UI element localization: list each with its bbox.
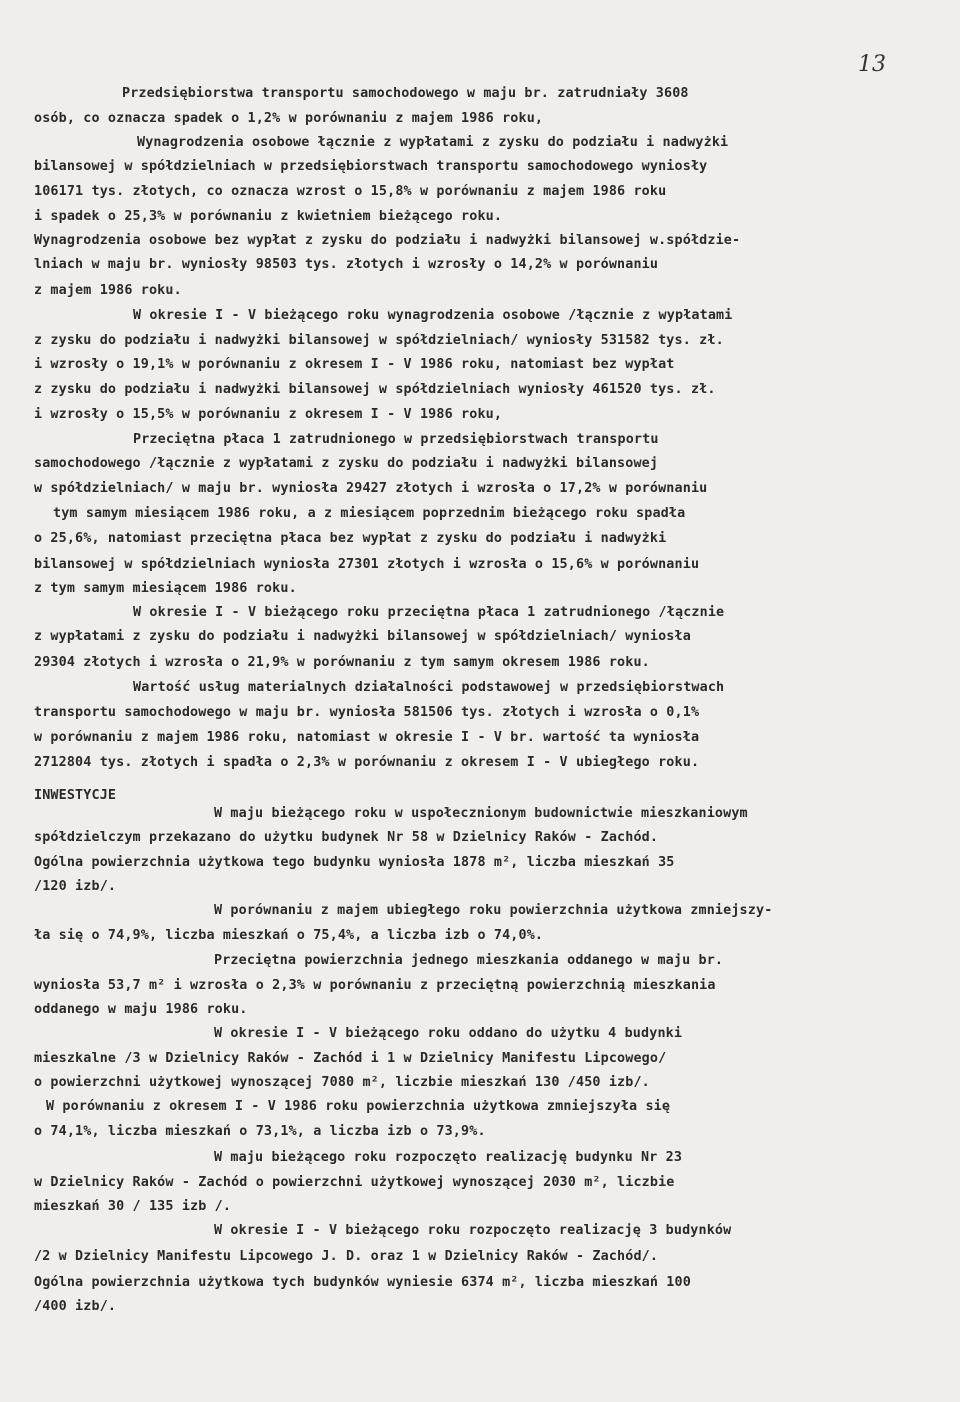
text-line: W porównaniu z majem ubiegłego roku powierzchnia użytkowa zmniejszy- [214, 903, 773, 918]
text-line: lniach w maju br. wyniosły 98503 tys. złotych i wzrosły o 14,2% w porównaniu [34, 257, 659, 272]
text-line: z majem 1986 roku. [34, 283, 182, 298]
text-line: W maju bieżącego roku w uspołecznionym budownictwie mieszkaniowym [214, 806, 748, 821]
text-line: /400 izb/. [34, 1299, 117, 1314]
text-line: W okresie I - V bieżącego roku oddano do użytku 4 budynki [214, 1026, 683, 1041]
text-line: Ogólna powierzchnia użytkowa tego budynku wyniosła 1878 m², liczba mieszkań 35 [34, 855, 675, 870]
text-line: Wynagrodzenia osobowe bez wypłat z zysku do podziału i nadwyżki bilansowej w.spółdzie- [34, 233, 741, 248]
text-line: o powierzchni użytkowej wynoszącej 7080 m², liczbie mieszkań 130 /450 izb/. [34, 1075, 650, 1090]
text-line: /120 izb/. [34, 879, 117, 894]
text-line: oddanego w maju 1986 roku. [34, 1002, 248, 1017]
text-line: 2712804 tys. złotych i spadła o 2,3% w porównaniu z okresem I - V ubiegłego roku. [34, 755, 700, 770]
text-line: W okresie I - V bieżącego roku przeciętna płaca 1 zatrudnionego /łącznie [133, 605, 725, 620]
text-line: z zysku do podziału i nadwyżki bilansowej w spółdzielniach wyniosły 461520 tys. zł. [34, 382, 716, 397]
text-line: bilansowej w spółdzielniach wyniosła 27301 złotych i wzrosła o 15,6% w porównaniu [34, 557, 700, 572]
text-line: transportu samochodowego w maju br. wyniosła 581506 tys. złotych i wzrosła o 0,1% [34, 705, 700, 720]
text-line: w porównaniu z majem 1986 roku, natomiast w okresie I - V br. wartość ta wyniosła [34, 730, 700, 745]
text-line: Wynagrodzenia osobowe łącznie z wypłatami z zysku do podziału i nadwyżki [137, 135, 729, 150]
text-line: 29304 złotych i wzrosła o 21,9% w porównaniu z tym samym okresem 1986 roku. [34, 655, 650, 670]
text-line: i wzrosły o 19,1% w porównaniu z okresem I - V 1986 roku, natomiast bez wypłat [34, 357, 675, 372]
text-line: z zysku do podziału i nadwyżki bilansowej w spółdzielniach/ wyniosły 531582 tys. zł. [34, 333, 724, 348]
text-line: w Dzielnicy Raków - Zachód o powierzchni użytkowej wynoszącej 2030 m², liczbie [34, 1175, 675, 1190]
text-line: mieszkalne /3 w Dzielnicy Raków - Zachód i 1 w Dzielnicy Manifestu Lipcowego/ [34, 1051, 667, 1066]
text-line: Przedsiębiorstwa transportu samochodowego w maju br. zatrudniały 3608 [122, 86, 689, 101]
text-line: Przeciętna powierzchnia jednego mieszkania oddanego w maju br. [214, 953, 724, 968]
text-line: osób, co oznacza spadek o 1,2% w porównaniu z majem 1986 roku, [34, 111, 544, 126]
text-line: i spadek o 25,3% w porównaniu z kwietniem bieżącego roku. [34, 209, 503, 224]
text-line: tym samym miesiącem 1986 roku, a z miesiącem poprzednim bieżącego roku spadła [53, 506, 686, 521]
text-line: z wypłatami z zysku do podziału i nadwyżki bilansowej w spółdzielniach/ wyniosła [34, 629, 691, 644]
text-line: wyniosła 53,7 m² i wzrosła o 2,3% w porównaniu z przeciętną powierzchnią mieszkania [34, 978, 716, 993]
text-line: W maju bieżącego roku rozpoczęto realizację budynku Nr 23 [214, 1150, 683, 1165]
text-line: o 74,1%, liczba mieszkań o 73,1%, a liczba izb o 73,9%. [34, 1124, 486, 1139]
text-line: bilansowej w spółdzielniach w przedsiębiorstwach transportu samochodowego wyniosły [34, 159, 708, 174]
text-line: w spółdzielniach/ w maju br. wyniosła 29427 złotych i wzrosła o 17,2% w porównaniu [34, 481, 708, 496]
page-number: 13 [858, 52, 886, 77]
text-line: W okresie I - V bieżącego roku rozpoczęto realizację 3 budynków [214, 1223, 732, 1238]
text-line: o 25,6%, natomiast przeciętna płaca bez wypłat z zysku do podziału i nadwyżki [34, 531, 667, 546]
text-line: i wzrosły o 15,5% w porównaniu z okresem I - V 1986 roku, [34, 407, 503, 422]
section-heading: INWESTYCJE [34, 788, 117, 803]
text-line: spółdzielczym przekazano do użytku budynek Nr 58 w Dzielnicy Raków - Zachód. [34, 830, 659, 845]
text-line: W okresie I - V bieżącego roku wynagrodzenia osobowe /łącznie z wypłatami [133, 308, 733, 323]
text-line: samochodowego /łącznie z wypłatami z zysku do podziału i nadwyżki bilansowej [34, 456, 659, 471]
text-line: ła się o 74,9%, liczba mieszkań o 75,4%, a liczba izb o 74,0%. [34, 928, 544, 943]
text-line: mieszkań 30 / 135 izb /. [34, 1199, 232, 1214]
text-line: z tym samym miesiącem 1986 roku. [34, 581, 297, 596]
text-line: Wartość usług materialnych działalności podstawowej w przedsiębiorstwach [133, 680, 725, 695]
text-line: W porównaniu z okresem I - V 1986 roku powierzchnia użytkowa zmniejszyła się [46, 1099, 671, 1114]
text-line: Przeciętna płaca 1 zatrudnionego w przedsiębiorstwach transportu [133, 432, 659, 447]
text-line: Ogólna powierzchnia użytkowa tych budynków wyniesie 6374 m², liczba mieszkań 100 [34, 1275, 691, 1290]
text-line: /2 w Dzielnicy Manifestu Lipcowego J. D. oraz 1 w Dzielnicy Raków - Zachód/. [34, 1249, 659, 1264]
text-line: 106171 tys. złotych, co oznacza wzrost o 15,8% w porównaniu z majem 1986 roku [34, 184, 667, 199]
